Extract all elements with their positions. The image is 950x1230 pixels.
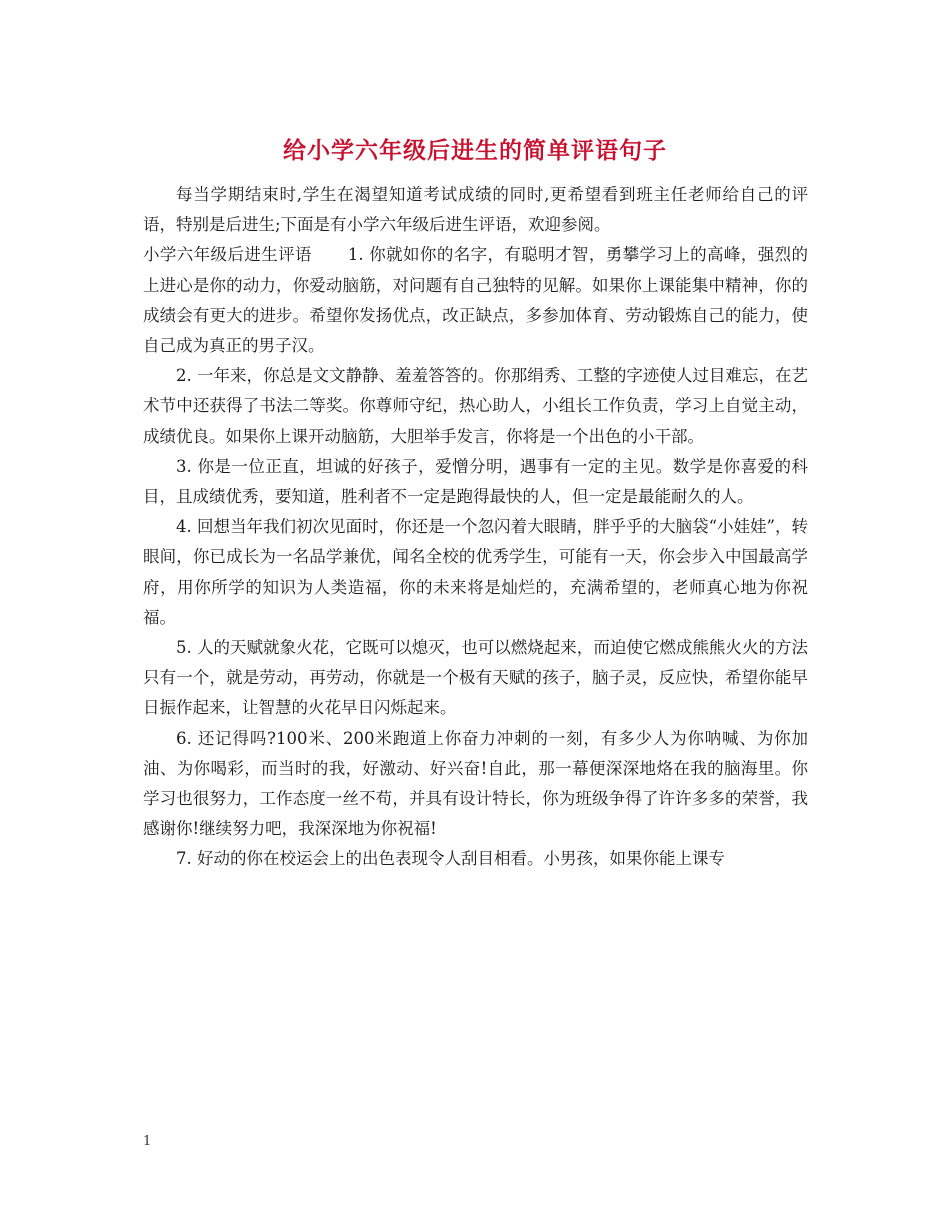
section-label: 小学六年级后进生评语 bbox=[143, 245, 312, 265]
comment-paragraph-6: 6. 还记得吗?100米、200米跑道上你奋力冲刺的一刻，有多少人为你呐喊、为你加油、为你喝彩，而当时的我，好激动、好兴奋!自此，那一幕便深深地烙在我的脑海里。你学习也很努力，工作态度一丝不苟，并具有设计特长，你为班级争得了许许多多的荣誉，我感谢你!继续努力吧，我深深地为你祝福! bbox=[143, 728, 808, 839]
comment-paragraph-7: 7. 好动的你在校运会上的出色表现令人刮目相看。小男孩，如果你能上课专 bbox=[176, 849, 725, 869]
comment-paragraph-3: 3. 你是一位正直，坦诚的好孩子，爱憎分明，遇事有一定的主见。数学是你喜爱的科目，且成绩优秀，要知道，胜利者不一定是跑得最快的人，但一定是最能耐久的人。 bbox=[143, 456, 808, 507]
document-title: 给小学六年级后进生的简单评语句子 bbox=[283, 137, 667, 164]
comment-paragraph-4: 4. 回想当年我们初次见面时，你还是一个忽闪着大眼睛，胖乎乎的大脑袋“小娃娃”，转眼间，你已成长为一名品学兼优，闻名全校的优秀学生，可能有一天，你会步入中国最高学府，用你所学的知识为人类造福，你的未来将是灿烂的，充满希望的，老师真心地为你祝福。 bbox=[143, 517, 808, 627]
document-body bbox=[143, 180, 808, 875]
comment-paragraph-2: 2. 一年来，你总是文文静静、羞羞答答的。你那绢秀、工整的字迹使人过目难忘，在艺术节中还获得了书法二等奖。你尊师守纪，热心助人，小组长工作负责，学习上自觉主动，成绩优良。如果你上课开动脑筋，大胆举手发言，你将是一个出色的小干部。 bbox=[143, 366, 808, 446]
page-number: 1 bbox=[143, 1134, 152, 1149]
comment-paragraph-5: 5. 人的天赋就象火花，它既可以熄灭，也可以燃烧起来，而迫使它燃成熊熊火火的方法只有一个，就是劳动，再劳动，你就是一个极有天赋的孩子，脑子灵，反应快，希望你能早日振作起来，让智慧的火花早日闪烁起来。 bbox=[143, 638, 808, 718]
intro-paragraph: 每当学期结束时,学生在渴望知道考试成绩的同时,更希望看到班主任老师给自己的评语，特别是后进生;下面是有小学六年级后进生评语，欢迎参阅。 bbox=[143, 185, 808, 235]
comment-paragraph-1 bbox=[143, 240, 808, 361]
comment-1-text: 1. 你就如你的名字，有聪明才智，勇攀学习上的高峰，强烈的上进心是你的动力，你爱动脑筋，对问题有自己独特的见解。如果你上课能集中精神，你的成绩会有更大的进步。希望你发扬优点，改正缺点，多参加体育、劳动锻炼自己的能力，使自己成为真正的男子汉。 bbox=[143, 245, 808, 356]
